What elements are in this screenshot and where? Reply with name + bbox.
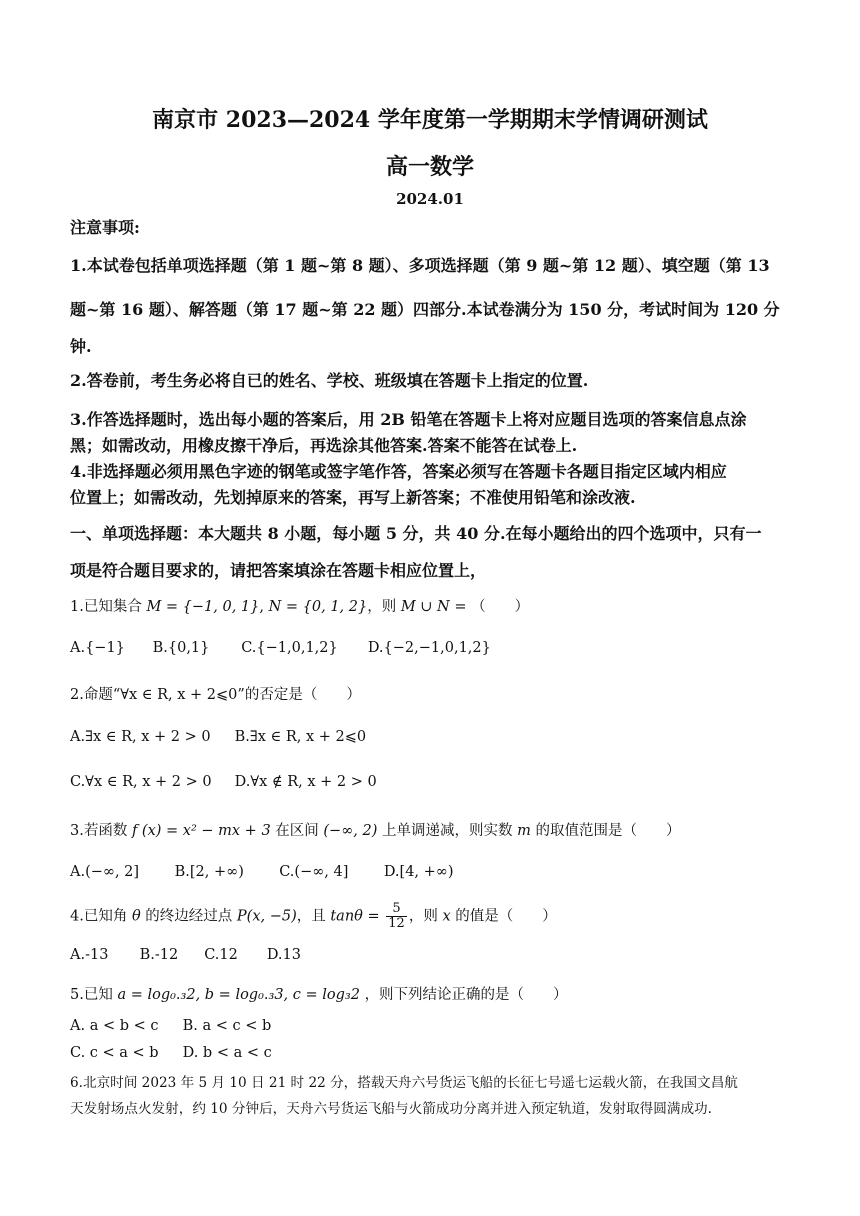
page-subtitle: 高一数学: [385, 154, 474, 180]
question-6-line-2: 天发射场点火发射，约 10 分钟后，天舟六号货运飞船与火箭成功分离并进入预定轨道，发射取得圆满成功.: [70, 1101, 712, 1117]
notice-item-1-line-1: 1.本试卷包括单项选择题（第 1 题~第 8 题）、多项选择题（第 9 题~第 12 题）、填空题（第 13: [70, 256, 770, 275]
notice-item-3-line-1: 3.作答选择题时，选出每小题的答案后，用 2B 铅笔在答题卡上将对应题目选项的答案信息点涂: [70, 410, 747, 429]
option-c: C.∀x ∈ R, x + 2 > 0: [70, 774, 212, 790]
option-b: B.[2, +∞): [174, 864, 244, 880]
question-2-options-row-2: [70, 774, 377, 790]
exam-date: 2024.01: [396, 190, 464, 208]
notice-item-4-line-1: 4.非选择题必须用黑色字迹的钢笔或签字笔作答，答案必须写在答题卡各题目指定区域内相应: [70, 462, 727, 481]
notice-item-3-line-2: 黑；如需改动，用橡皮擦干净后，再选涂其他答案.答案不能答在试卷上.: [70, 436, 578, 455]
notice-item-4-line-2: 位置上；如需改动，先划掉原来的答案，再写上新答案；不准使用铅笔和涂改液.: [70, 488, 636, 507]
question-2-options-row-1: [70, 729, 366, 745]
question-4-stem: 4.已知角 θ 的终边经过点 P(x, −5)，且 tanθ = $\frac{5}{12}$ ，则 x 的值是（ ）: [70, 901, 557, 931]
option-a: A.∃x ∈ R, x + 2 > 0: [70, 729, 211, 745]
option-a: A.-13: [70, 947, 109, 963]
option-d: D. b < a < c: [182, 1045, 272, 1061]
notice-item-2: 2.答卷前，考生务必将自已的姓名、学校、班级填在答题卡上指定的位置.: [70, 371, 589, 390]
section-1-line-2: 项是符合题目要求的，请把答案填涂在答题卡相应位置上，: [70, 561, 487, 580]
option-b: B.{0,1}: [152, 640, 210, 656]
option-a: A.{−1}: [70, 640, 125, 656]
notice-item-1-line-2: 题~第 16 题）、解答题（第 17 题~第 22 题）四部分.本试卷满分为 150 分，考试时间为 120 分: [70, 300, 780, 319]
option-c: C. c < a < b: [70, 1045, 159, 1061]
question-5-options-row-1: [70, 1018, 271, 1034]
question-1-stem: 1.已知集合 M = {−1, 0, 1}, N = {0, 1, 2}，则 M ∪ N = （ ）: [70, 599, 530, 615]
question-5-options-row-2: [70, 1045, 272, 1061]
question-3-options: [70, 864, 454, 880]
option-c: C.12: [204, 947, 238, 963]
option-a: A.(−∞, 2]: [70, 864, 140, 880]
option-b: B.-12: [139, 947, 179, 963]
option-d: D.13: [266, 947, 301, 963]
question-1-options: [70, 640, 491, 656]
question-3-stem: 3.若函数 f (x) = x² − mx + 3 在区间 (−∞, 2) 上单调递减，则实数 m 的取值范围是（ ）: [70, 823, 681, 839]
option-d: D.[4, +∞): [383, 864, 454, 880]
question-4-options: [70, 947, 301, 963]
option-d: D.{−2,−1,0,1,2}: [367, 640, 491, 656]
option-c: C.(−∞, 4]: [279, 864, 349, 880]
question-6-line-1: 6.北京时间 2023 年 5 月 10 日 21 时 22 分，搭载天舟六号货运飞船的长征七号遥七运载火箭，在我国文昌航: [70, 1075, 738, 1091]
question-5-stem: 5.已知 a = log₀.₃2, b = log₀.₃3, c = log₃2 ，则下列结论正确的是（ ）: [70, 987, 568, 1003]
notice-heading: 注意事项:: [70, 218, 140, 237]
notice-item-1-line-3: 钟.: [70, 337, 92, 356]
option-d: D.∀x ∉ R, x + 2 > 0: [234, 774, 377, 790]
option-b: B. a < c < b: [182, 1018, 272, 1034]
section-1-line-1: 一、单项选择题：本大题共 8 小题，每小题 5 分，共 40 分.在每小题给出的四个选项中，只有一: [70, 524, 762, 543]
fraction-5-over-12: $\frac{5}{12}$: [388, 901, 405, 931]
option-a: A. a < b < c: [70, 1018, 159, 1034]
option-c: C.{−1,0,1,2}: [241, 640, 338, 656]
option-b: B.∃x ∈ R, x + 2⩽0: [234, 729, 367, 745]
question-2-stem: 2.命题“∀x ∈ R, x + 2⩽0”的否定是（ ）: [70, 687, 361, 703]
page-title: 南京市 2023—2024 学年度第一学期期末学情调研测试: [152, 107, 708, 133]
